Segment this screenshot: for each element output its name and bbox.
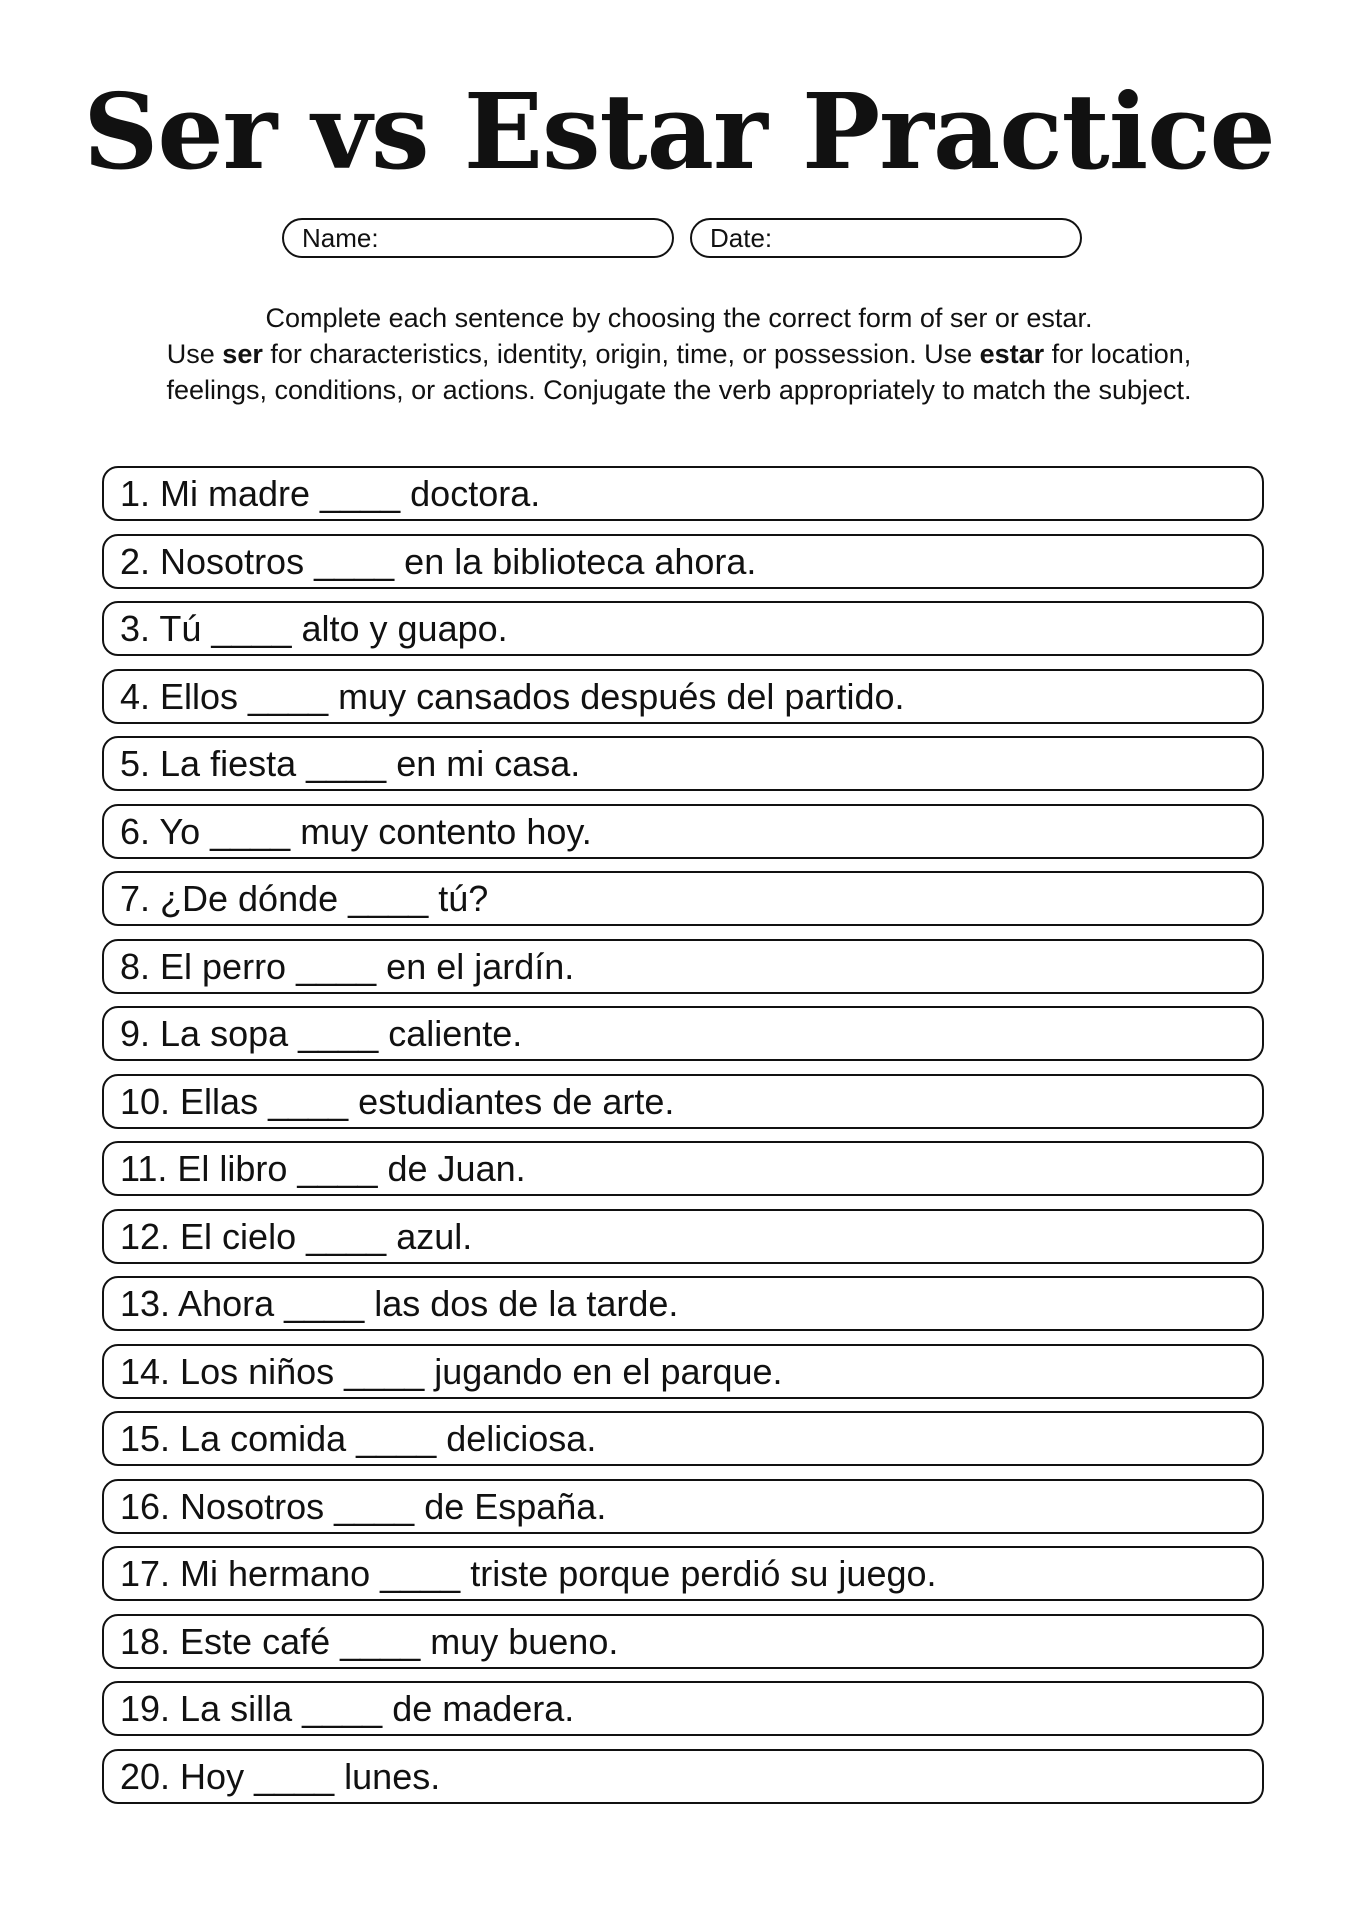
instructions-ser-keyword: ser [222, 339, 263, 369]
question-10[interactable]: 10. Ellas ____ estudiantes de arte. [102, 1074, 1264, 1129]
question-1[interactable]: 1. Mi madre ____ doctora. [102, 466, 1264, 521]
instructions-estar-keyword: estar [979, 339, 1045, 369]
question-13[interactable]: 13. Ahora ____ las dos de la tarde. [102, 1276, 1264, 1331]
question-12[interactable]: 12. El cielo ____ azul. [102, 1209, 1264, 1264]
date-field[interactable] [690, 218, 1082, 258]
question-8[interactable]: 8. El perro ____ en el jardín. [102, 939, 1264, 994]
instructions-line-2-start: Use [166, 339, 223, 369]
name-label: Name: [302, 223, 379, 253]
question-4[interactable]: 4. Ellos ____ muy cansados después del partido. [102, 669, 1264, 724]
question-7[interactable]: 7. ¿De dónde ____ tú? [102, 871, 1264, 926]
date-label: Date: [710, 223, 773, 253]
question-15[interactable]: 15. La comida ____ deliciosa. [102, 1411, 1264, 1466]
instructions-line-2 [80, 336, 1278, 372]
instructions [80, 300, 1278, 408]
question-9[interactable]: 9. La sopa ____ caliente. [102, 1006, 1264, 1061]
instructions-line-2-end: for location, [1044, 339, 1192, 369]
question-2[interactable]: 2. Nosotros ____ en la biblioteca ahora. [102, 534, 1264, 589]
question-17[interactable]: 17. Mi hermano ____ triste porque perdió su juego. [102, 1546, 1264, 1601]
page-title: Ser vs Estar Practice [83, 70, 1275, 193]
question-5[interactable]: 5. La fiesta ____ en mi casa. [102, 736, 1264, 791]
question-19[interactable]: 19. La silla ____ de madera. [102, 1681, 1264, 1736]
instructions-line-1: Complete each sentence by choosing the correct form of ser or estar. [265, 303, 1093, 333]
question-11[interactable]: 11. El libro ____ de Juan. [102, 1141, 1264, 1196]
instructions-line-3: feelings, conditions, or actions. Conjugate the verb appropriately to match the subject. [166, 375, 1192, 405]
question-14[interactable]: 14. Los niños ____ jugando en el parque. [102, 1344, 1264, 1399]
question-3[interactable]: 3. Tú ____ alto y guapo. [102, 601, 1264, 656]
question-16[interactable]: 16. Nosotros ____ de España. [102, 1479, 1264, 1534]
question-6[interactable]: 6. Yo ____ muy contento hoy. [102, 804, 1264, 859]
question-list [102, 466, 1264, 1816]
instructions-line-2-middle: for characteristics, identity, origin, time, or possession. Use [262, 339, 980, 369]
name-field[interactable] [282, 218, 674, 258]
question-18[interactable]: 18. Este café ____ muy bueno. [102, 1614, 1264, 1669]
question-20[interactable]: 20. Hoy ____ lunes. [102, 1749, 1264, 1804]
